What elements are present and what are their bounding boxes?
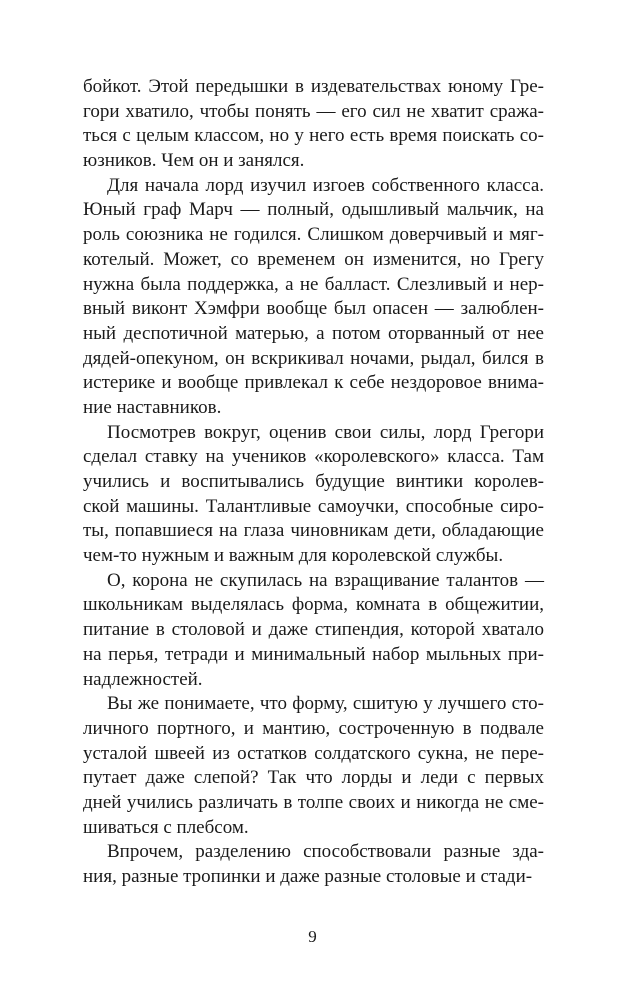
paragraph [83,692,544,840]
text-line: ние наставников. [83,396,222,418]
text-line: дядей-опекуном, он вскрикивал ночами, рыдал, бился в [83,347,544,369]
text-line: на перья, тетради и минимальный набор мыльных при- [83,643,544,665]
text-line: вный виконт Хэмфри вообще был опасен — залюблен- [83,298,544,320]
text-line: гори хватило, чтобы понять — его сил не хватит сража- [83,100,544,122]
text-line: ния, разные тропинки и даже разные столовые и стади- [83,866,533,887]
text-line: О, корона не скупилась на взращивание талантов — [107,569,544,591]
text-line: ться с целым классом, но у него есть время поискать со- [83,125,544,147]
text-line: сделал ставку на учеников «королевского» класса. Там [83,446,544,468]
text-line: истерике и вообще привлекал к себе нездоровое внима- [83,372,544,394]
text-line: школьникам выделялась форма, комната в общежитии, [83,594,544,616]
text-line: юзников. Чем он и занялся. [83,150,305,172]
page-number: 9 [308,927,317,946]
paragraph [83,75,544,174]
text-line: шиваться с плебсом. [83,816,249,838]
text-line: питание в столовой и даже стипендия, которой хватало [83,619,544,641]
text-line: дней учились различать в толпе своих и никогда не сме- [83,791,544,813]
text-line: Для начала лорд изучил изгоев собственного класса. [107,174,544,196]
text-line: надлежностей. [83,668,203,690]
paragraph [83,174,544,421]
text-line: ты, попавшиеся на глаза чиновникам дети, обладающие [83,520,544,542]
text-line: чем-то нужным и важным для королевской службы. [83,545,504,567]
text-line: путает даже слепой? Так что лорды и леди с первых [83,767,544,789]
paragraph [83,421,544,569]
text-line: котелый. Может, со временем он изменится, но Грегу [83,248,544,270]
text-line: бойкот. Этой передышки в издевательствах юному Гре- [83,76,544,97]
text-line: роль союзника не годился. Слишком доверчивый и мяг- [83,224,544,246]
text-line: ный деспотичной матерью, а потом оторванный от нее [83,322,544,344]
text-line: Вы же понимаете, что форму, сшитую у лучшего сто- [107,693,544,715]
text-line: Впрочем, разделению способствовали разные зда- [107,841,544,863]
text-line: личного портного, и мантию, состроченную в подвале [83,717,544,739]
text-line: Юный граф Марч — полный, одышливый мальчик, на [83,199,544,221]
text-line: нужна была поддержка, а не балласт. Слезливый и нер- [83,273,544,295]
paragraph [83,569,544,692]
paragraph [83,840,544,889]
text-line: ской машины. Талантливые самоучки, способные сиро- [83,495,544,517]
body-text [83,75,544,890]
text-line: усталой швеей из остатков солдатского сукна, не пере- [83,742,544,764]
text-line: учились и воспитывались будущие винтики королев- [83,471,544,492]
text-line: Посмотрев вокруг, оценив свои силы, лорд Грегори [107,421,544,443]
